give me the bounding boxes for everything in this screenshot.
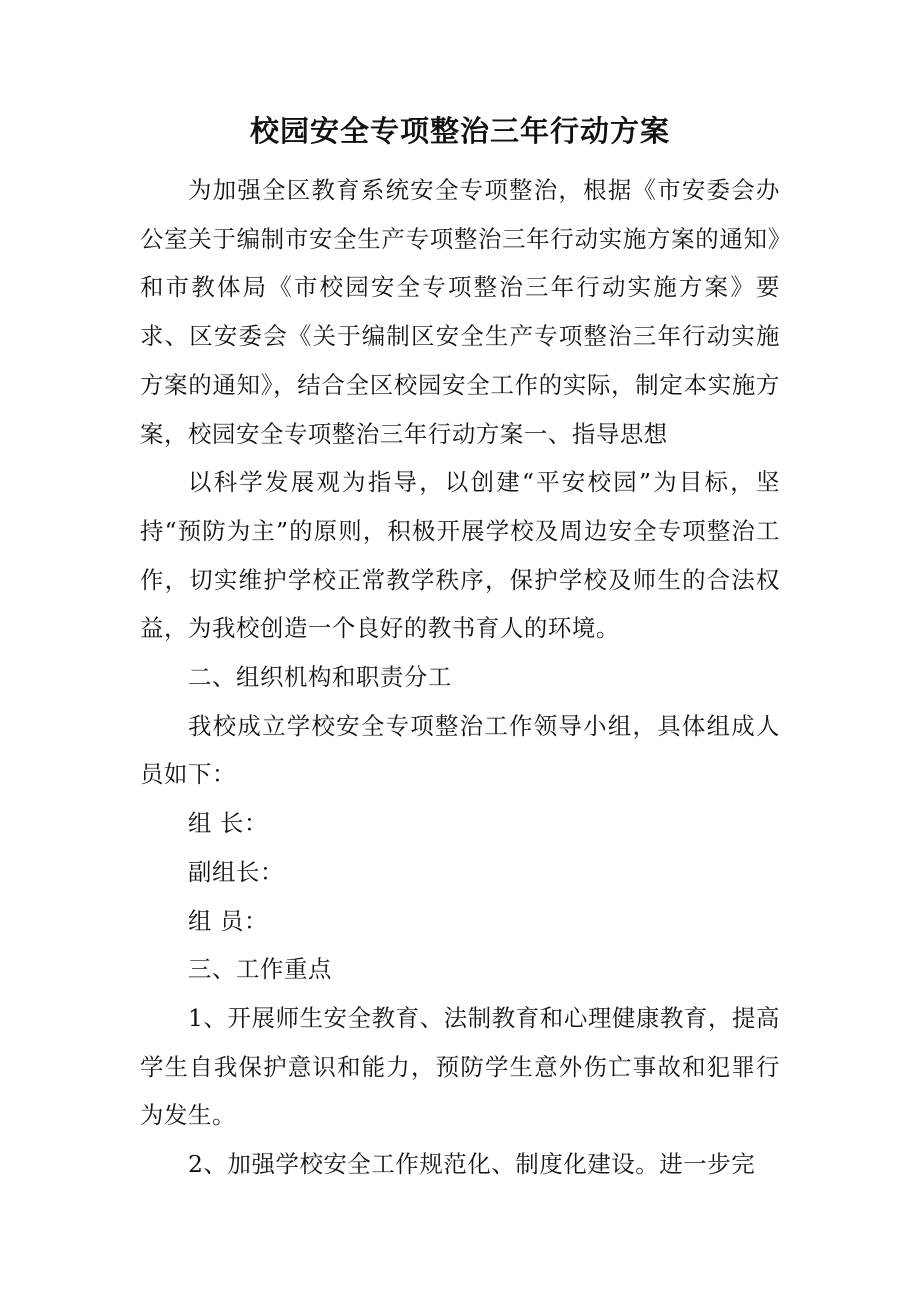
- list-item-focus-1: 1、开展师生安全教育、法制教育和心理健康教育，提高学生自我保护意识和能力，预防学生意外伤亡事故和犯罪行为发生。: [140, 1003, 780, 1130]
- heading-organization: 二、组织机构和职责分工: [188, 663, 452, 692]
- list-item-focus-2: 2、加强学校安全工作规范化、制度化建设。进一步完: [188, 1150, 756, 1179]
- document-body: [140, 166, 780, 1189]
- heading-work-focus: 三、工作重点: [188, 955, 332, 984]
- field-group-leader: 组 长：: [188, 809, 269, 838]
- paragraph-guiding-thought: 以科学发展观为指导，以创建“平安校园”为目标，坚持“预防为主”的原则，积极开展学校及周边安全专项整治工作，切实维护学校正常教学秩序，保护学校及师生的合法权益，为我校创造一个良好的教书育人的环境。: [140, 468, 780, 643]
- document-title: 校园安全专项整治三年行动方案: [249, 114, 670, 148]
- field-group-members: 组 员：: [188, 906, 269, 935]
- paragraph-leading-group: 我校成立学校安全专项整治工作领导小组，具体组成人员如下：: [140, 711, 780, 789]
- paragraph-intro: 为加强全区教育系统安全专项整治，根据《市安委会办公室关于编制市安全生产专项整治三年行动实施方案的通知》和市教体局《市校园安全专项整治三年行动实施方案》要求、区安委会《关于编制区安全生产专项整治三年行动实施方案的通知》，结合全区校园安全工作的实际，制定本实施方案，校园安全专项整治三年行动方案一、指导思想: [140, 176, 780, 448]
- field-deputy-leader: 副组长：: [188, 857, 284, 886]
